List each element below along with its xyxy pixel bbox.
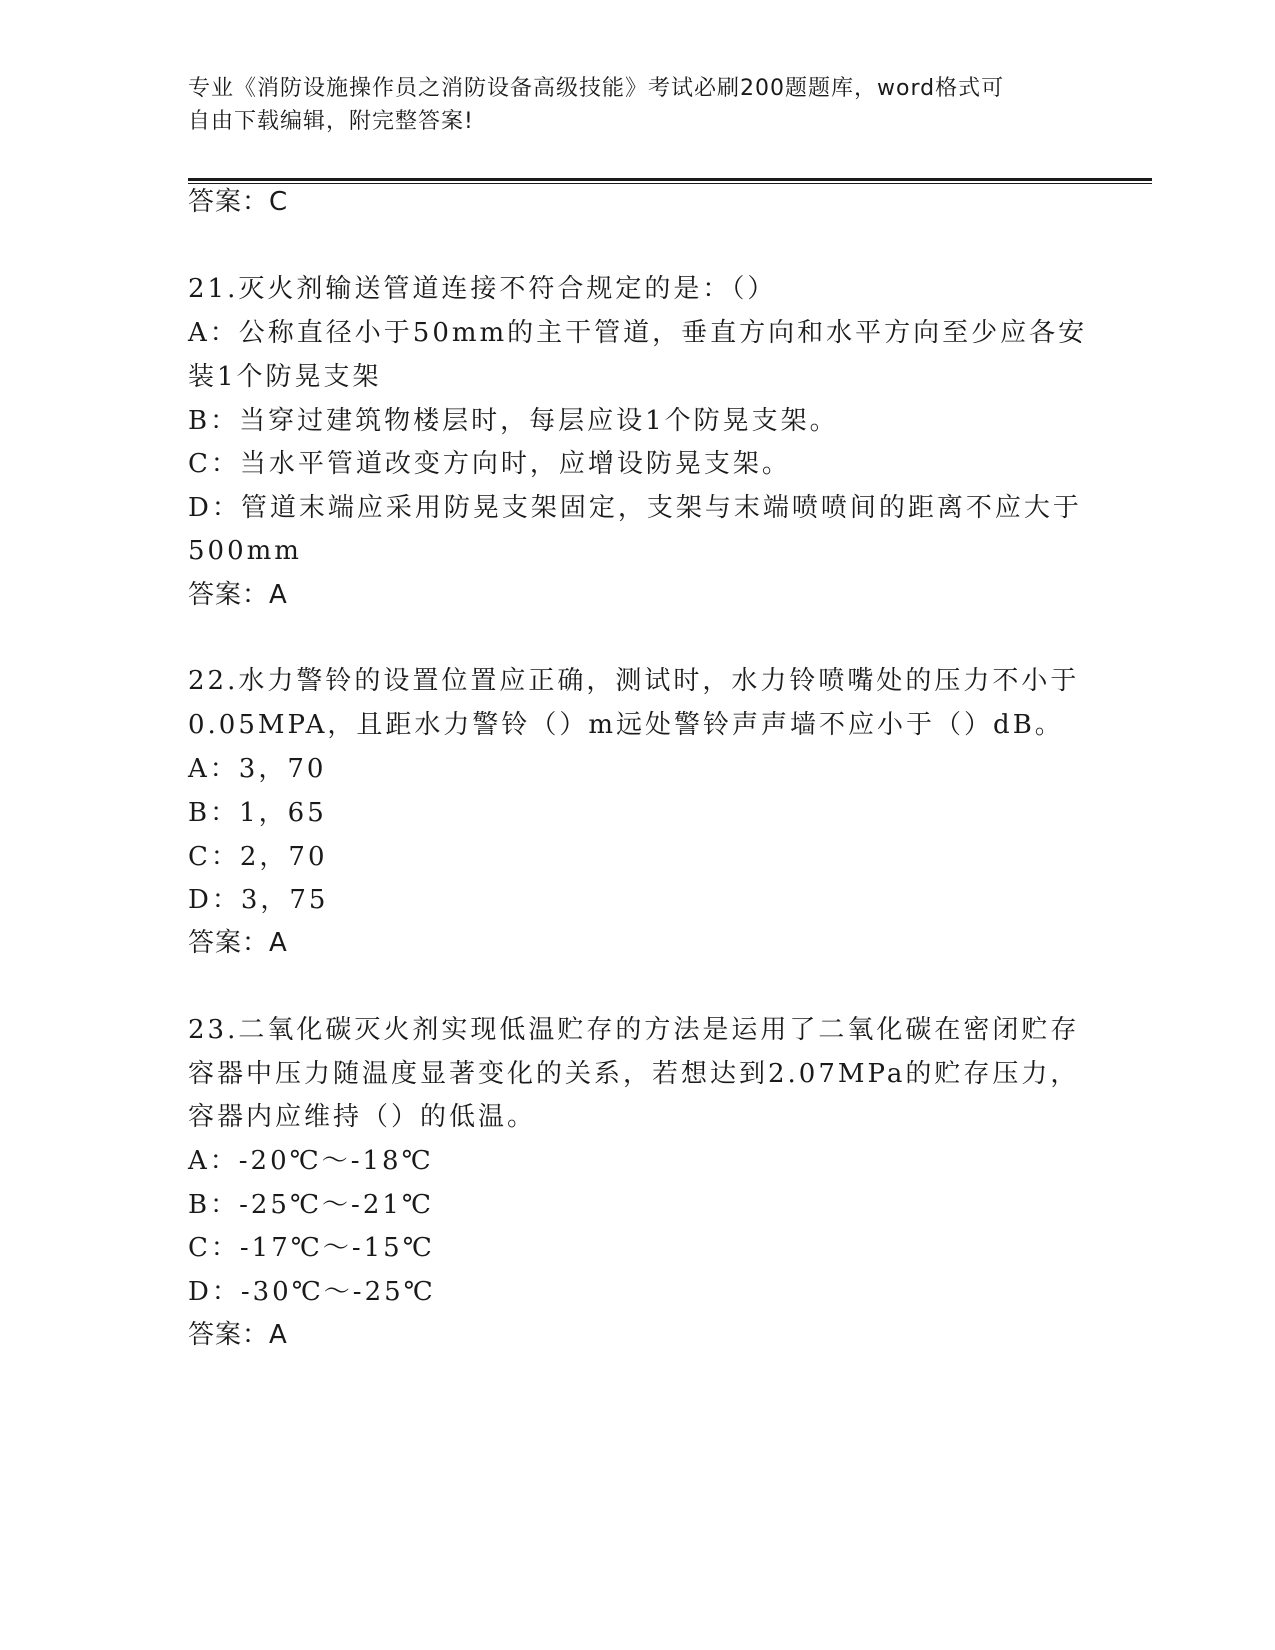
question-22-option-d: D：3，75 xyxy=(188,885,329,915)
question-23-stem: 23.二氧化碳灭火剂实现低温贮存的方法是运用了二氧化碳在密闭贮存 xyxy=(188,1015,1080,1045)
question-21-option-d: D：管道末端应采用防晃支架固定，支架与末端喷喷间的距离不应大于 xyxy=(188,493,1082,523)
question-21-answer: 答案：A xyxy=(188,580,288,610)
question-22-option-c: C：2，70 xyxy=(188,842,328,872)
document-header xyxy=(188,72,1068,138)
answer-previous: 答案：C xyxy=(188,187,289,217)
question-23-option-d: D：-30℃～-25℃ xyxy=(188,1277,436,1307)
header-line-1: 专业《消防设施操作员之消防设备高级技能》考试必刷200题题库，word格式可 xyxy=(188,76,1005,101)
question-22-option-a: A：3，70 xyxy=(188,754,327,784)
question-21-option-a: A：公称直径小于50mm的主干管道，垂直方向和水平方向至少应各安 xyxy=(188,318,1088,348)
question-23-option-a: A：-20℃～-18℃ xyxy=(188,1146,434,1176)
question-22-answer: 答案：A xyxy=(188,928,288,958)
header-rule-thin xyxy=(188,183,1152,184)
question-21-option-d-cont: 500mm xyxy=(188,536,302,566)
question-23-answer: 答案：A xyxy=(188,1320,288,1350)
question-23-stem-cont-2: 容器内应维持（）的低温。 xyxy=(188,1102,537,1132)
question-22-stem: 22.水力警铃的设置位置应正确，测试时，水力铃喷嘴处的压力不小于 xyxy=(188,666,1080,696)
question-23-option-b: B：-25℃～-21℃ xyxy=(188,1190,435,1220)
question-23-stem-cont-1: 容器中压力随温度显著变化的关系，若想达到2.07MPa的贮存压力， xyxy=(188,1059,1080,1089)
question-22-option-b: B：1，65 xyxy=(188,798,327,828)
question-21-option-c: C：当水平管道改变方向时，应增设防晃支架。 xyxy=(188,449,791,479)
question-23-option-c: C：-17℃～-15℃ xyxy=(188,1233,435,1263)
question-21-stem: 21.灭火剂输送管道连接不符合规定的是：（） xyxy=(188,274,777,304)
header-line-2: 自由下载编辑，附完整答案! xyxy=(188,109,474,134)
question-21-option-a-cont: 装1个防晃支架 xyxy=(188,362,382,392)
header-rule-thick xyxy=(188,178,1152,181)
question-21-option-b: B：当穿过建筑物楼层时，每层应设1个防晃支架。 xyxy=(188,406,839,436)
question-22-stem-cont: 0.05MPA，且距水力警铃（）m远处警铃声声墙不应小于（）dB。 xyxy=(188,710,1064,740)
